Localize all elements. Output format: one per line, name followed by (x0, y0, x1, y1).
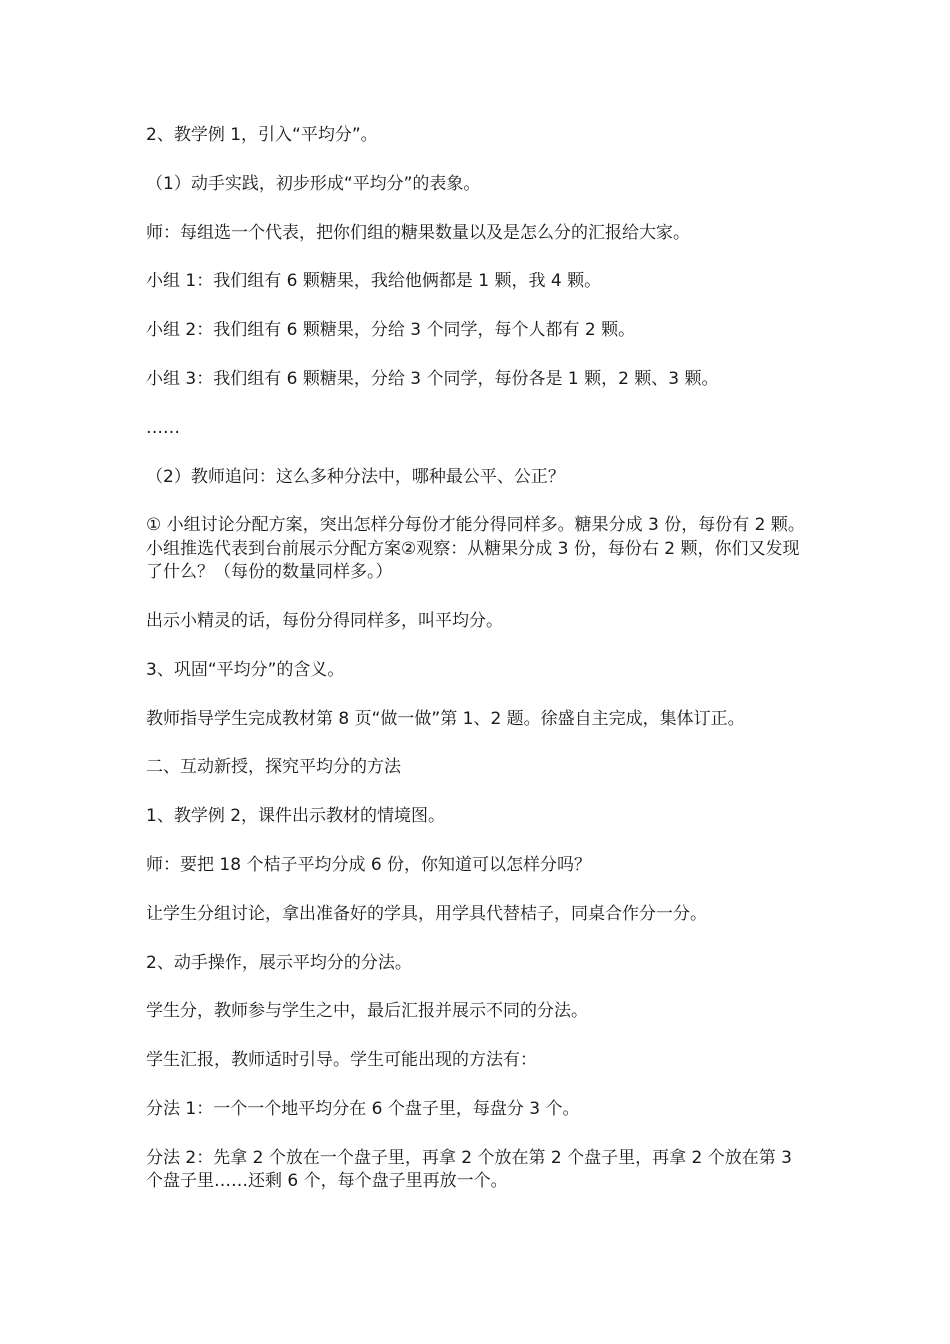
paragraph-students-divide: 学生分，教师参与学生之中，最后汇报并展示不同的分法。 (146, 1001, 588, 1022)
paragraph-group2: 小组 2：我们组有 6 颗糖果，分给 3 个同学，每个人都有 2 颗。 (146, 320, 636, 341)
paragraph-group3: 小组 3：我们组有 6 颗糖果，分给 3 个同学，每份各是 1 颗，2 颗、3 颗。 (146, 368, 719, 389)
paragraph-students-report: 学生汇报，教师适时引导。学生可能出现的方法有： (146, 1050, 537, 1071)
paragraph-hands-on-operation: 2、动手操作，展示平均分的分法。 (146, 952, 412, 973)
paragraph-example1-heading: 2、教学例 1，引入“平均分”。 (146, 125, 378, 145)
paragraph-hands-on: （1）动手实践，初步形成“平均分”的表象。 (146, 173, 481, 194)
paragraph-section2-heading: 二、互动新授，探究平均分的方法 (146, 757, 401, 778)
paragraph-group1: 小组 1：我们组有 6 颗糖果，我给他俩都是 1 颗，我 4 颗。 (146, 271, 602, 292)
paragraph-group-discussion: ① 小组讨论分配方案，突出怎样分每份才能分得同样多。糖果分成 3 份，每份有 2 颗。小组推选代表到台前展示分配方案②观察：从糖果分成 3 份，每份右 2 颗，你们又发现了什么？（每份的数量同样多。） (146, 515, 805, 583)
paragraph-teacher-question: （2）教师追问：这么多种分法中，哪种最公平、公正？ (146, 466, 565, 487)
paragraph-example2-heading: 1、教学例 2，课件出示教材的情境图。 (146, 806, 446, 827)
paragraph-method2: 分法 2：先拿 2 个放在一个盘子里，再拿 2 个放在第 2 个盘子里，再拿 2 个放在第 3 个盘子里……还剩 6 个，每个盘子里再放一个。 (146, 1147, 792, 1192)
paragraph-method1: 分法 1：一个一个地平均分在 6 个盘子里，每盘分 3 个。 (146, 1098, 580, 1119)
paragraph-orange-question: 师：要把 18 个桔子平均分成 6 份，你知道可以怎样分吗？ (146, 854, 592, 875)
paragraph-sprite-words: 出示小精灵的话，每份分得同样多，叫平均分。 (146, 610, 503, 631)
paragraph-textbook-exercise: 教师指导学生完成教材第 8 页“做一做”第 1、2 题。徐盛自主完成，集体订正。 (146, 708, 745, 729)
document-body (146, 124, 814, 1219)
paragraph-teacher-prompt: 师：每组选一个代表，把你们组的糖果数量以及是怎么分的汇报给大家。 (146, 222, 690, 243)
paragraph-ellipsis: …… (146, 417, 180, 438)
paragraph-consolidate-heading: 3、巩固“平均分”的含义。 (146, 659, 345, 680)
paragraph-group-discuss: 让学生分组讨论，拿出准备好的学具，用学具代替桔子，同桌合作分一分。 (146, 903, 707, 924)
